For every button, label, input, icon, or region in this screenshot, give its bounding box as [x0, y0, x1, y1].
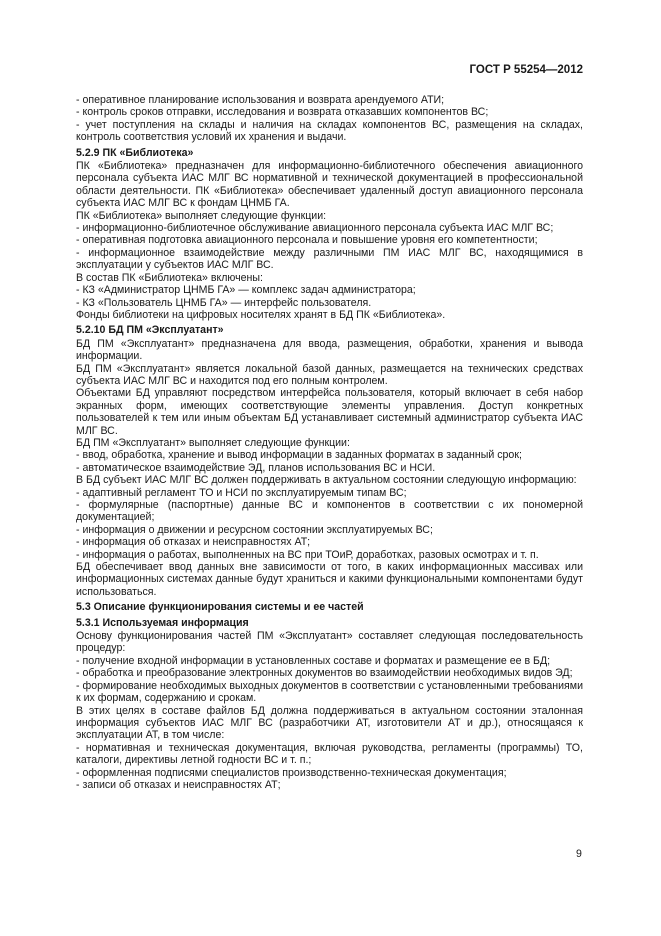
paragraph: - оформленная подписями специалистов производственно-техническая документация;: [76, 766, 507, 779]
paragraph: Фонды библиотеки на цифровых носителях хранят в БД ПК «Библиотека».: [76, 308, 446, 321]
paragraph: - КЗ «Администратор ЦНМБ ГА» — комплекс задач администратора;: [76, 284, 416, 297]
paragraph: - КЗ «Пользователь ЦНМБ ГА» — интерфейс пользователя.: [76, 296, 372, 309]
paragraph: - информация об отказах и неисправностях АТ;: [76, 536, 311, 549]
paragraph: - оперативная подготовка авиационного персонала и повышение уровня его компетентности;: [76, 234, 538, 247]
paragraph: В этих целях в составе файлов БД должна поддерживаться в актуальном состоянии эталонная информация субъектов ИАС МЛГ ВС (разработчики АТ, изготовители АТ и др.), относящаяся к эксплуатации АТ, в том числе:: [76, 704, 583, 742]
section-heading: 5.2.10 БД ПМ «Эксплуатант»: [76, 324, 224, 337]
section-heading: 5.2.9 ПК «Библиотека»: [76, 146, 194, 159]
paragraph: - получение входной информации в установленных составе и форматах и размещение ее в БД;: [76, 654, 551, 667]
paragraph: - информационно-библиотечное обслуживание авиационного персонала субъекта ИАС МЛГ ВС;: [76, 222, 554, 235]
paragraph: В состав ПК «Библиотека» включены:: [76, 271, 263, 284]
paragraph: ПК «Библиотека» предназначен для информационно-библиотечного обеспечения авиационного персонала субъекта ИАС МЛГ ВС нормативной и технической документацией в профессиональной области деятельности. ПК «Библиотека» обеспечивает удаленный доступ авиационного персонала субъекта ИАС МЛГ ВС к фондам ЦНМБ ГА.: [76, 160, 583, 210]
paragraph: БД обеспечивает ввод данных вне зависимости от того, в каких информационных массивах или информационных системах данные будут храниться и какими функциональными компонентами будут использоваться.: [76, 561, 583, 598]
paragraph: - формирование необходимых выходных документов в соответствии с установленными требованиями к их формам, содержанию и срокам.: [76, 679, 583, 705]
paragraph: БД ПМ «Эксплуатант» является локальной базой данных, размещается на технических средствах субъекта ИАС МЛГ ВС и находится под его полным контролем.: [76, 362, 583, 387]
paragraph: БД ПМ «Эксплуатант» предназначена для ввода, размещения, обработки, хранения и вывода информации.: [76, 337, 583, 363]
paragraph: - обработка и преобразование электронных документов во взаимодействии необходимых видов ЭД;: [76, 667, 573, 680]
document-header: ГОСТ Р 55254—2012: [469, 64, 583, 76]
page-number: 9: [576, 848, 582, 860]
document-body: [76, 94, 583, 791]
paragraph: - информация о работах, выполненных на ВС при ТОиР, доработках, разовых осмотрах и т. п.: [76, 548, 539, 561]
paragraph: - учет поступления на склады и наличия на складах компонентов ВС, размещения на складах, контроль соответствия условий их хранения и выдачи.: [76, 118, 583, 144]
paragraph: - автоматическое взаимодействие ЭД, планов использования ВС и НСИ.: [76, 461, 436, 474]
paragraph: Объектами БД управляют посредством интерфейса пользователя, который включает в себя набор экранных форм, имеющих соответствующие элементы управления. Доступ конкретных пользователей к тем или иным объектам БД устанавливает системный администратор субъекта ИАС МЛГ ВС.: [76, 387, 583, 437]
paragraph: - информация о движении и ресурсном состоянии эксплуатируемых ВС;: [76, 523, 433, 536]
paragraph: - информационное взаимодействие между различными ПМ ИАС МЛГ ВС, находящимися в эксплуатации у субъектов ИАС МЛГ ВС.: [76, 246, 583, 272]
paragraph: - нормативная и техническая документация, включая руководства, регламенты (программы) ТО, каталоги, директивы летной годности ВС и т. п.;: [76, 741, 583, 767]
paragraph: - адаптивный регламент ТО и НСИ по эксплуатируемым типам ВС;: [76, 486, 407, 499]
section-heading: 5.3 Описание функционирования системы и ее частей: [76, 601, 364, 614]
paragraph: ПК «Библиотека» выполняет следующие функции:: [76, 209, 327, 222]
section-heading: 5.3.1 Используемая информация: [76, 616, 249, 629]
paragraph: - записи об отказах и неисправностях АТ;: [76, 778, 281, 791]
paragraph: БД ПМ «Эксплуатант» выполняет следующие функции:: [76, 436, 350, 449]
paragraph: Основу функционирования частей ПМ «Эксплуатант» составляет следующая последовательность процедур:: [76, 630, 583, 655]
paragraph: - оперативное планирование использования и возврата арендуемого АТИ;: [76, 94, 445, 106]
paragraph: - контроль сроков отправки, исследования и возврата отказавших компонентов ВС;: [76, 106, 489, 119]
paragraph: - ввод, обработка, хранение и вывод информации в заданных форматах в заданный срок;: [76, 449, 522, 462]
paragraph: - формулярные (паспортные) данные ВС и компонентов в соответствии с их пономерной документацией;: [76, 499, 583, 524]
paragraph: В БД субъект ИАС МЛГ ВС должен поддерживать в актуальном состоянии следующую информацию:: [76, 474, 577, 487]
